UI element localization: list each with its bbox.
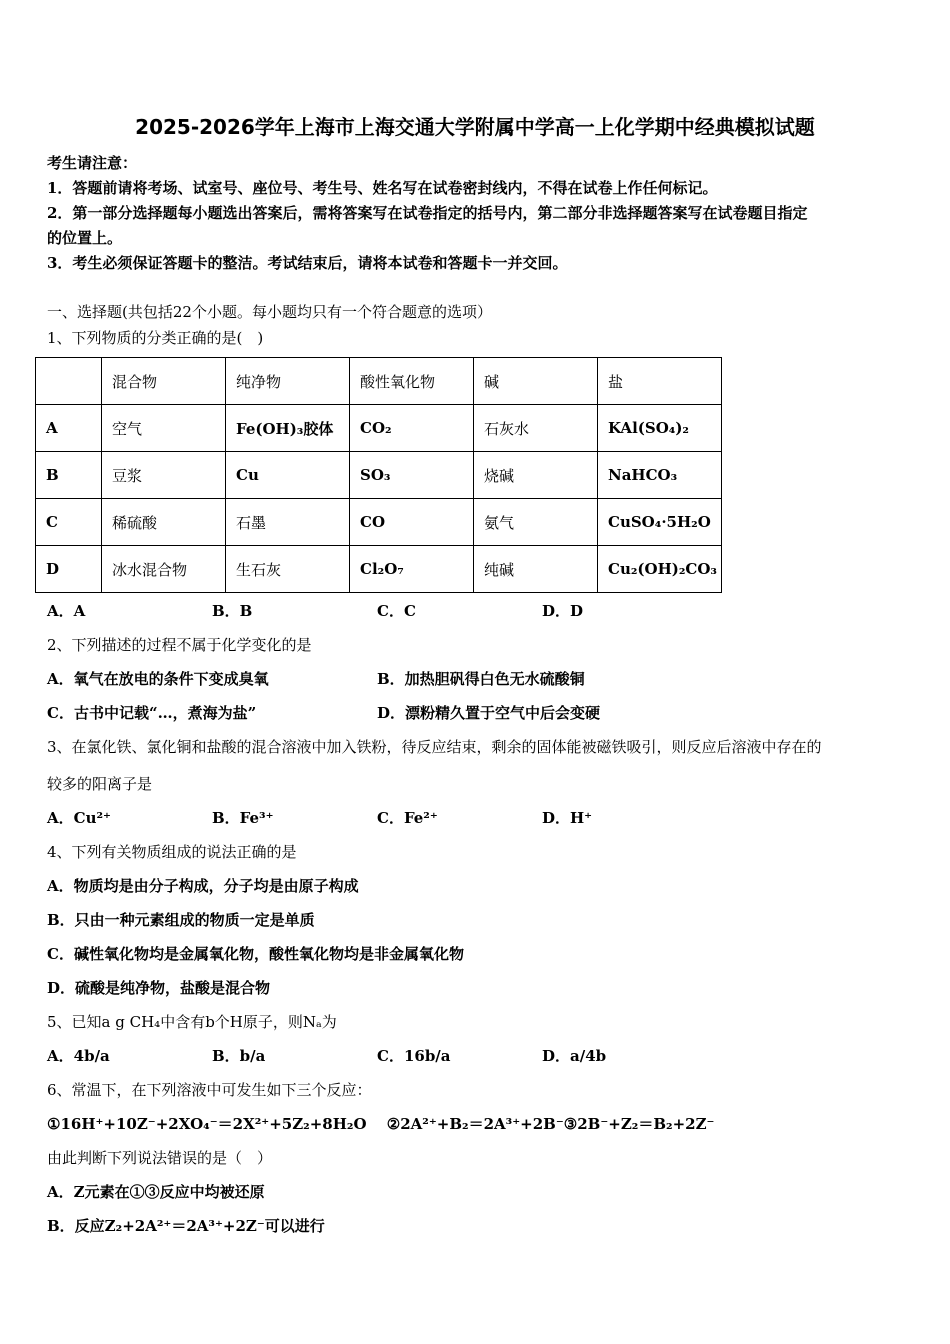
table-header-cell: 酸性氧化物 bbox=[350, 358, 474, 405]
table-cell: A bbox=[36, 405, 102, 452]
q4-stem: 4、下列有关物质组成的说法正确的是 bbox=[47, 843, 297, 861]
q3-stem: 较多的阳离子是 bbox=[47, 775, 153, 793]
option-a[interactable]: A．氧气在放电的条件下变成臭氧 bbox=[47, 670, 269, 688]
option-c[interactable]: C．古书中记载“…，煮海为盐” bbox=[47, 704, 257, 722]
notice-item: 2．第一部分选择题每小题选出答案后，需将答案写在试卷指定的括号内，第二部分非选择题答案写在试卷题目指定 bbox=[47, 204, 808, 222]
table-cell: KAl(SO₄)₂ bbox=[598, 405, 722, 452]
q4-option bbox=[47, 943, 464, 964]
table-header-row bbox=[36, 358, 722, 405]
table-cell: Cl₂O₇ bbox=[350, 546, 474, 593]
table-row bbox=[36, 452, 722, 499]
q4-option bbox=[47, 909, 315, 930]
q6-option bbox=[47, 1215, 325, 1236]
option-b[interactable]: B．Fe³⁺ bbox=[212, 809, 274, 827]
table-cell: D bbox=[36, 546, 102, 593]
option-d[interactable]: D．H⁺ bbox=[542, 809, 593, 827]
notice-item: 1．答题前请将考场、试室号、座位号、考生号、姓名写在试卷密封线内，不得在试卷上作任何标记。 bbox=[47, 179, 718, 197]
section-heading: 一、选择题(共包括22个小题。每小题均只有一个符合题意的选项） bbox=[47, 303, 492, 321]
notice-item: 的位置上。 bbox=[47, 229, 123, 247]
option-b[interactable]: B．加热胆矾得白色无水硫酸铜 bbox=[377, 670, 585, 688]
option-a[interactable]: A．物质均是由分子构成，分子均是由原子构成 bbox=[47, 877, 359, 895]
q5-stem: 5、已知a g CH₄中含有b个H原子，则Nₐ为 bbox=[47, 1013, 337, 1031]
table-header-cell: 混合物 bbox=[102, 358, 226, 405]
option-d[interactable]: D．漂粉精久置于空气中后会变硬 bbox=[377, 704, 601, 722]
table-cell: 稀硫酸 bbox=[102, 499, 226, 546]
table-header-cell: 纯净物 bbox=[226, 358, 350, 405]
q4-option bbox=[47, 875, 359, 896]
table-cell: B bbox=[36, 452, 102, 499]
table-cell: Fe(OH)₃胶体 bbox=[226, 405, 350, 452]
option-a[interactable]: A．Z元素在①③反应中均被还原 bbox=[47, 1183, 265, 1201]
option-c[interactable]: C．碱性氧化物均是金属氧化物，酸性氧化物均是非金属氧化物 bbox=[47, 945, 464, 963]
table-cell: NaHCO₃ bbox=[598, 452, 722, 499]
q2-stem: 2、下列描述的过程不属于化学变化的是 bbox=[47, 636, 312, 654]
option-b[interactable]: B．只由一种元素组成的物质一定是单质 bbox=[47, 911, 315, 929]
table-cell: C bbox=[36, 499, 102, 546]
table-cell: Cu bbox=[226, 452, 350, 499]
page-title: 2025-2026学年上海市上海交通大学附属中学高一上化学期中经典模拟试题 bbox=[135, 115, 815, 139]
q6-question: 由此判断下列说法错误的是（ ） bbox=[47, 1149, 273, 1167]
table-cell: CO₂ bbox=[350, 405, 474, 452]
option-d[interactable]: D．硫酸是纯净物，盐酸是混合物 bbox=[47, 979, 271, 997]
table-cell: 生石灰 bbox=[226, 546, 350, 593]
table-row bbox=[36, 499, 722, 546]
table-cell: 石墨 bbox=[226, 499, 350, 546]
table-cell: 豆浆 bbox=[102, 452, 226, 499]
option-b[interactable]: B．b/a bbox=[212, 1047, 266, 1065]
table-cell: CuSO₄·5H₂O bbox=[598, 499, 722, 546]
q1-stem: 1、下列物质的分类正确的是( ) bbox=[47, 329, 264, 347]
q6-stem: 6、常温下，在下列溶液中可发生如下三个反应： bbox=[47, 1081, 372, 1099]
notice-item: 3．考生必须保证答题卡的整洁。考试结束后，请将本试卷和答题卡一并交回。 bbox=[47, 254, 568, 272]
table-cell: 空气 bbox=[102, 405, 226, 452]
table-row bbox=[36, 405, 722, 452]
table-header-cell bbox=[36, 358, 102, 405]
table-cell: SO₃ bbox=[350, 452, 474, 499]
table-header-cell: 碱 bbox=[474, 358, 598, 405]
table-cell: Cu₂(OH)₂CO₃ bbox=[598, 546, 722, 593]
table-cell: 石灰水 bbox=[474, 405, 598, 452]
option-d[interactable]: D．D bbox=[542, 602, 584, 620]
option-c[interactable]: C．C bbox=[377, 602, 416, 620]
q6-option bbox=[47, 1181, 265, 1202]
q1-table bbox=[35, 357, 722, 593]
q6-reactions: ①16H⁺+10Z⁻+2XO₄⁻＝2X²⁺+5Z₂+8H₂O ②2A²⁺+B₂＝2A³⁺+2B⁻③2B⁻+Z₂＝B₂+2Z⁻ bbox=[47, 1115, 715, 1133]
option-a[interactable]: A．A bbox=[47, 602, 86, 620]
table-cell: 氨气 bbox=[474, 499, 598, 546]
table-cell: 烧碱 bbox=[474, 452, 598, 499]
table-header-cell: 盐 bbox=[598, 358, 722, 405]
table-cell: 纯碱 bbox=[474, 546, 598, 593]
table-cell: CO bbox=[350, 499, 474, 546]
option-c[interactable]: C．Fe²⁺ bbox=[377, 809, 438, 827]
option-d[interactable]: D．a/4b bbox=[542, 1047, 607, 1065]
option-b[interactable]: B．B bbox=[212, 602, 253, 620]
notice-heading: 考生请注意： bbox=[47, 154, 138, 172]
option-a[interactable]: A．4b/a bbox=[47, 1047, 110, 1065]
option-a[interactable]: A．Cu²⁺ bbox=[47, 809, 111, 827]
option-c[interactable]: C．16b/a bbox=[377, 1047, 451, 1065]
option-b[interactable]: B．反应Z₂+2A²⁺＝2A³⁺+2Z⁻可以进行 bbox=[47, 1217, 325, 1235]
table-cell: 冰水混合物 bbox=[102, 546, 226, 593]
table-row bbox=[36, 546, 722, 593]
q4-option bbox=[47, 977, 270, 998]
q3-stem: 3、在氯化铁、氯化铜和盐酸的混合溶液中加入铁粉，待反应结束，剩余的固体能被磁铁吸引，则反应后溶液中存在的 bbox=[47, 738, 822, 756]
